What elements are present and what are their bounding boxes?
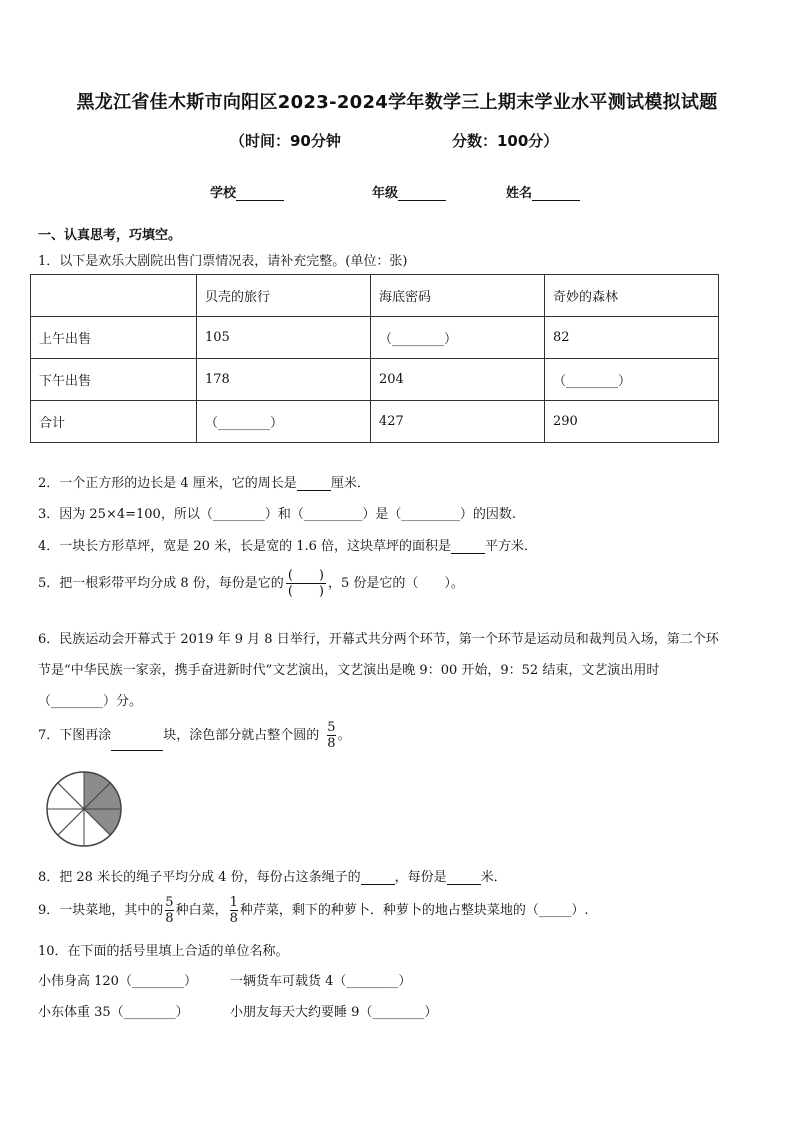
fraction-numerator: ( ) (287, 568, 324, 583)
school-field[interactable] (210, 182, 284, 201)
question-10: 10．在下面的括号里填上合适的单位名称。 (38, 944, 289, 959)
table-cell: 82 (545, 317, 719, 359)
question-9 (38, 895, 589, 926)
question-4-unit: 平方米． (485, 539, 538, 554)
fraction (230, 895, 238, 926)
question-7-text-2: 块，涂色部分就占整个圆的 (163, 728, 320, 743)
question-8-unit: 米． (480, 870, 507, 885)
row-label: 合计 (31, 401, 197, 443)
fraction-denominator: 8 (165, 911, 174, 926)
question-8-text: 8．把 28 米长的绳子平均分成 4 份，每份占这条绳子的 (38, 870, 361, 885)
question-7-text: 7．下图再涂 (38, 728, 112, 743)
name-label: 姓名 (506, 186, 533, 201)
question-2-unit: 厘米． (330, 476, 370, 491)
question-2 (38, 472, 370, 491)
school-label: 学校 (210, 186, 237, 201)
table-cell: 204 (371, 359, 545, 401)
answer-blank[interactable] (297, 477, 331, 491)
question-9-text-2: 种白菜， (175, 903, 228, 918)
fraction-numerator: 5 (327, 720, 336, 735)
question-5 (38, 568, 464, 599)
table-row (31, 317, 719, 359)
fraction-numerator: 1 (229, 895, 238, 910)
question-6-line-3: （________）分。 (38, 694, 143, 709)
table-header-cell: 贝壳的旅行 (197, 275, 371, 317)
row-label: 下午出售 (31, 359, 197, 401)
question-2-text: 2．一个正方形的边长是 4 厘米，它的周长是 (38, 476, 297, 491)
grade-blank[interactable] (398, 188, 446, 201)
question-8-text-2: ，每份是 (394, 870, 447, 885)
table-cell: 178 (197, 359, 371, 401)
question-9-text: 9．一块菜地，其中的 (38, 903, 164, 918)
exam-score: 分数：100分） (452, 132, 559, 150)
question-5-text: 5．把一根彩带平均分成 8 份，每份是它的 (38, 576, 284, 591)
answer-blank[interactable] (447, 871, 481, 885)
question-10-item: 小朋友每天大约要睡 9（________） (230, 1005, 438, 1020)
table-row (31, 359, 719, 401)
fraction (165, 895, 173, 926)
fraction-denominator: 8 (327, 736, 336, 751)
table-cell (31, 275, 197, 317)
answer-blank[interactable] (111, 737, 163, 751)
name-field[interactable] (506, 182, 580, 201)
question-7 (38, 720, 351, 751)
question-4 (38, 535, 537, 554)
section-heading: 一、认真思考，巧填空。 (38, 228, 182, 243)
question-9-tail: 种芹菜，剩下的种萝卜．种萝卜的地占整块菜地的（_____）. (239, 903, 589, 918)
table-header-cell: 奇妙的森林 (545, 275, 719, 317)
ticket-table (30, 274, 719, 443)
exam-time: （时间：90分钟 (230, 132, 341, 150)
question-3: 3．因为 25×4=100，所以（________）和（_________）是（_________）的因数. (38, 507, 516, 522)
question-10-item: 小东体重 35（________） (38, 1005, 189, 1020)
answer-blank[interactable] (361, 871, 395, 885)
table-cell: 290 (545, 401, 719, 443)
pie-circle-figure (44, 769, 124, 849)
grade-label: 年级 (372, 186, 399, 201)
question-1: 1．以下是欢乐大剧院出售门票情况表，请补充完整。(单位：张) (38, 254, 408, 269)
question-10-item: 一辆货车可载货 4（________） (230, 974, 412, 989)
table-row (31, 401, 719, 443)
school-blank[interactable] (236, 188, 284, 201)
table-row (31, 275, 719, 317)
fraction-denominator: 8 (229, 911, 238, 926)
row-label: 上午出售 (31, 317, 197, 359)
fraction (327, 720, 335, 751)
question-7-tail: 。 (337, 728, 351, 743)
table-header-cell: 海底密码 (371, 275, 545, 317)
fraction-numerator: 5 (165, 895, 174, 910)
answer-blank-cell[interactable]: （________） (545, 359, 719, 401)
question-5-tail: ，5 份是它的（ ）。 (327, 576, 464, 591)
table-cell: 105 (197, 317, 371, 359)
grade-field[interactable] (372, 182, 446, 201)
answer-blank[interactable] (451, 540, 485, 554)
question-10-item: 小伟身高 120（________） (38, 974, 197, 989)
page-title: 黑龙江省佳木斯市向阳区2023-2024学年数学三上期末学业水平测试模拟试题 (76, 92, 718, 113)
fraction-blank[interactable] (286, 568, 326, 599)
question-4-text: 4．一块长方形草坪，宽是 20 米，长是宽的 1.6 倍，这块草坪的面积是 (38, 539, 452, 554)
question-6-line-1: 6．民族运动会开幕式于 2019 年 9 月 8 日举行，开幕式共分两个环节，第一个环节是运动员和裁判员入场，第二个环 (38, 632, 719, 647)
question-8 (38, 866, 507, 885)
name-blank[interactable] (532, 188, 580, 201)
answer-blank-cell[interactable]: （________） (197, 401, 371, 443)
answer-blank-cell[interactable]: （________） (371, 317, 545, 359)
question-6-line-2: 节是“中华民族一家亲，携手奋进新时代”文艺演出，文艺演出是晚 9：00 开始，9：52 结束，文艺演出用时 (38, 663, 660, 678)
fraction-denominator: ( ) (287, 584, 324, 599)
table-cell: 427 (371, 401, 545, 443)
